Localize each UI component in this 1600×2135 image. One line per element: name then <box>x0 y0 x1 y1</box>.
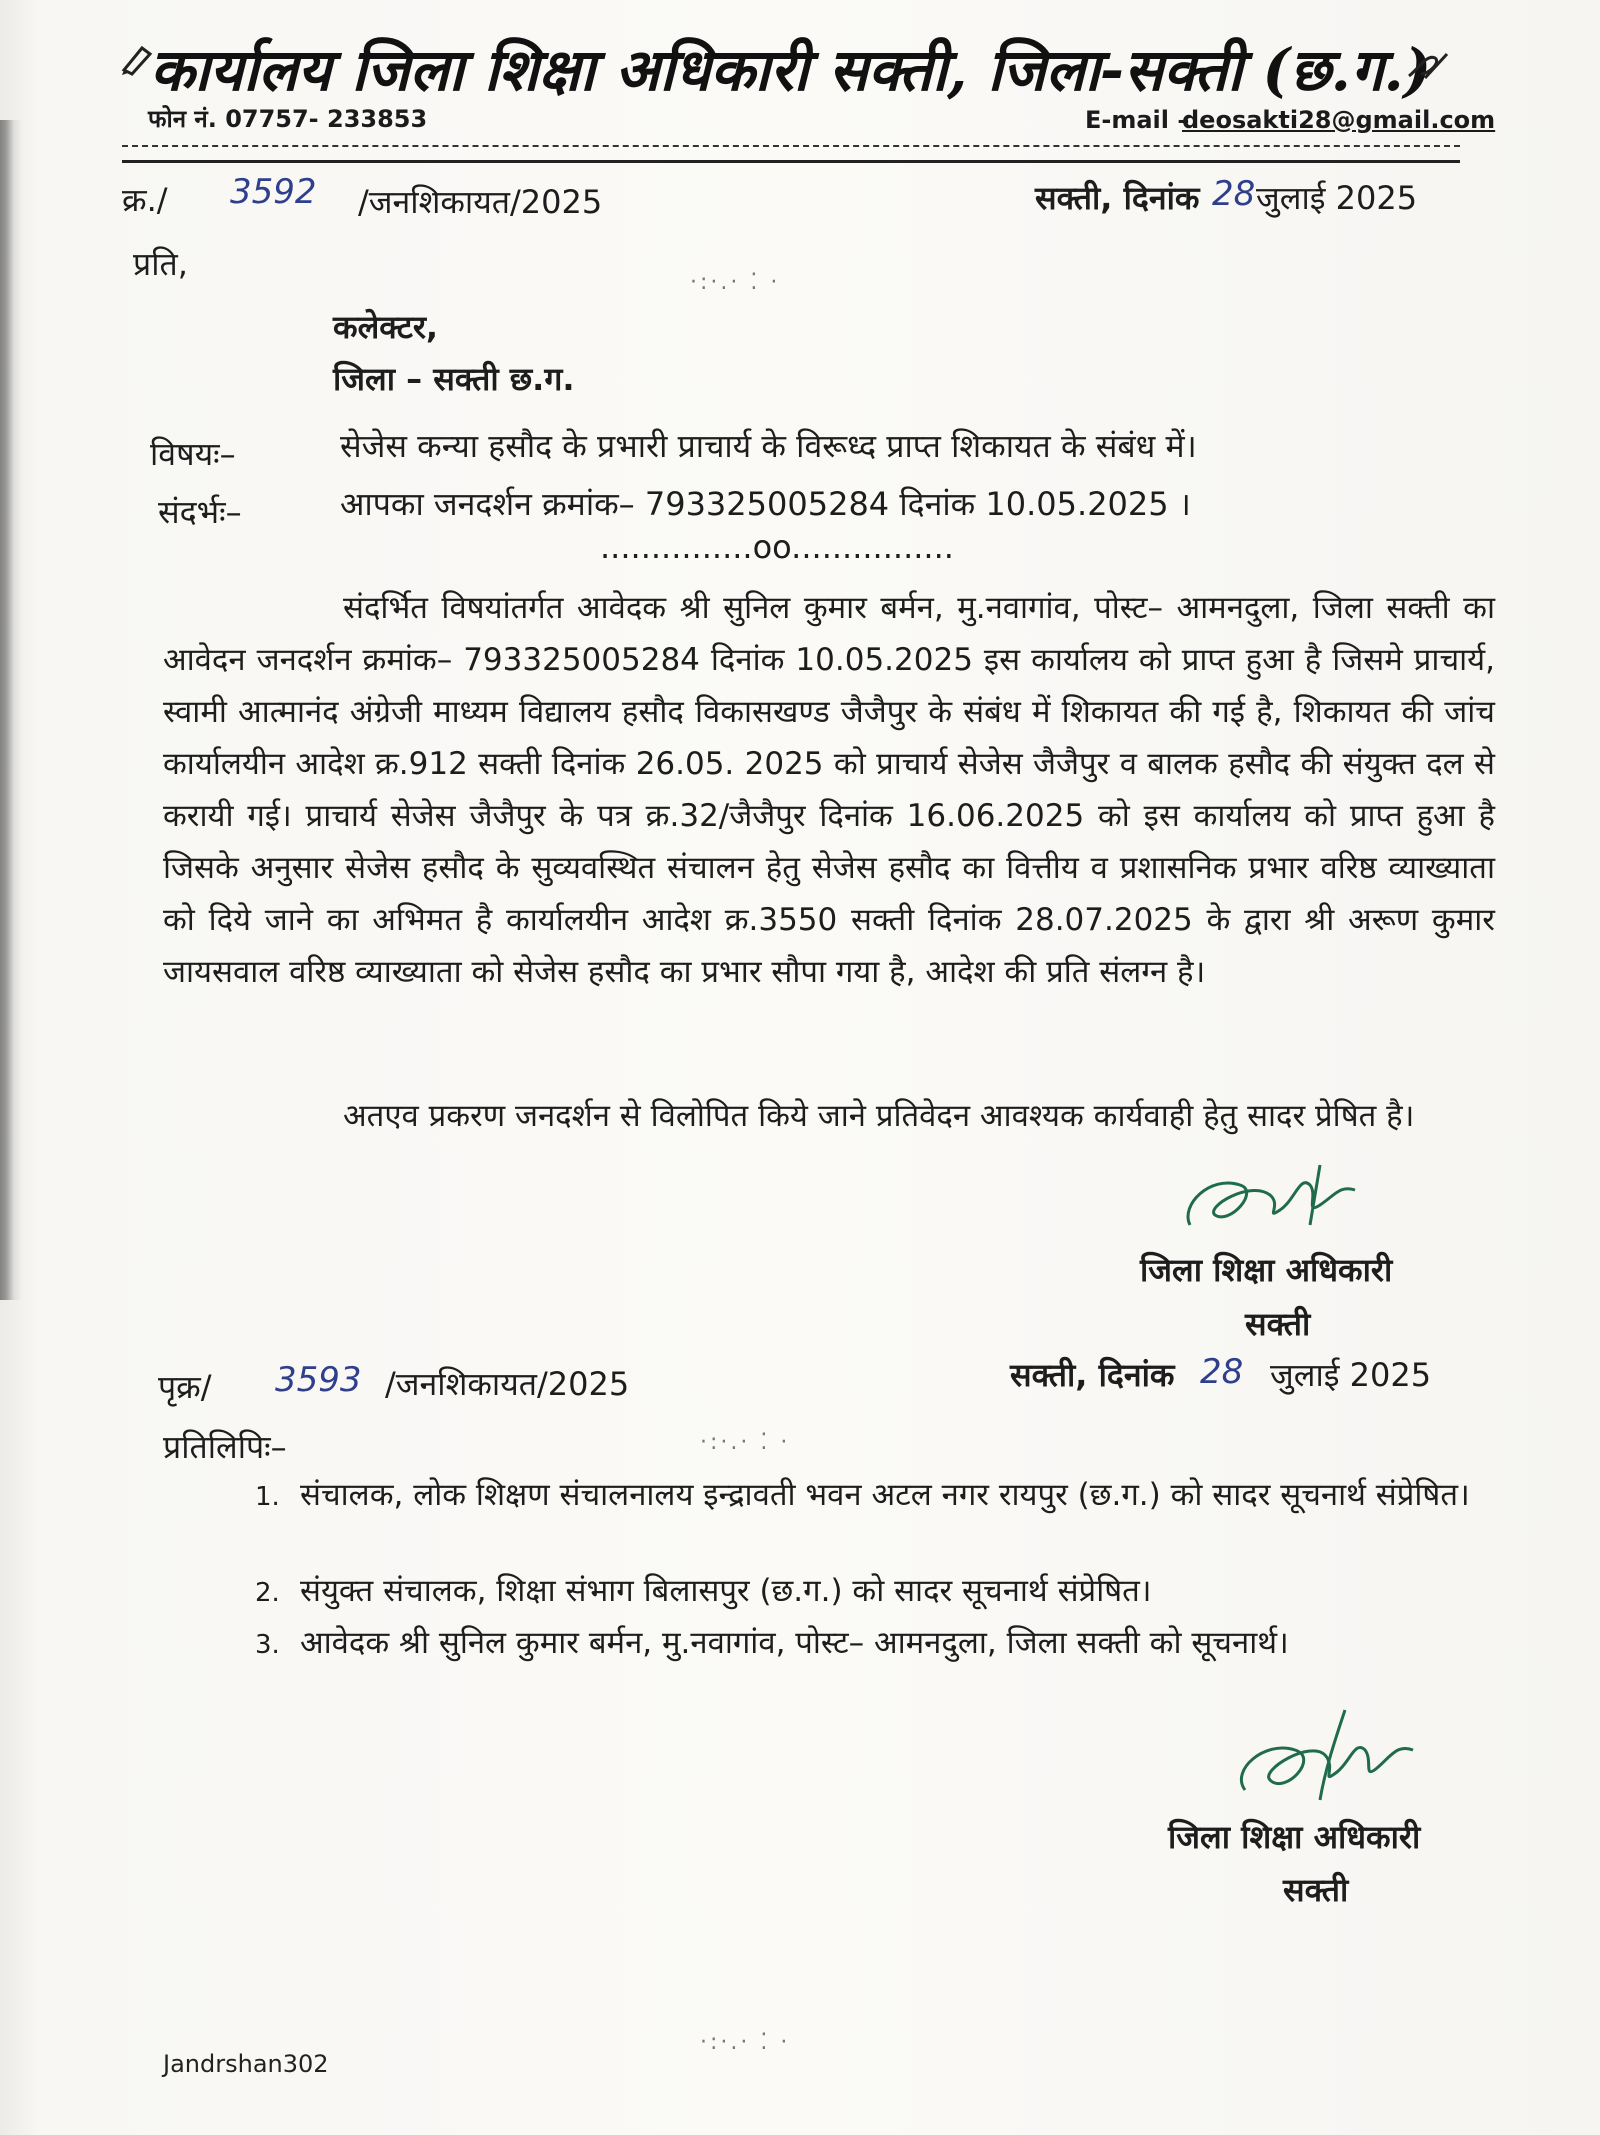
subject-text: सेजेस कन्या हसौद के प्रभारी प्राचार्य के विरूध्द प्राप्त शिकायत के संबंध में। <box>340 427 1197 465</box>
reference-label: संदर्भः– <box>158 493 242 531</box>
recipient-to: प्रति, <box>133 245 188 283</box>
header-divider-dashed <box>122 145 1460 147</box>
copy-item-2-text: संयुक्त संचालक, शिक्षा संभाग बिलासपुर (छ.ग.) को सादर सूचनार्थ संप्रेषित। <box>300 1573 1152 1609</box>
ref-place-date: सक्ती, दिनांक <box>1035 179 1200 217</box>
ref-prefix: क्र./ <box>122 181 168 219</box>
endorsement-month-year: जुलाई 2025 <box>1270 1356 1432 1394</box>
body-paragraph-1: संदर्भित विषयांतर्गत आवेदक श्री सुनिल कुमार बर्मन, मु.नवागांव, पोस्ट– आमनदुला, जिला सक्ती का आवेदन जनदर्शन क्रमांक– 793325005284 दिनांक 10.05.2025 इस कार्यालय को प्राप्त हुआ है जिसमे प्राचार्य, स्वामी आत्मानंद अंग्रेजी माध्यम विद्यालय हसौद विकासखण्ड जैजैपुर के संबंध में शिकायत की गई है, शिकायत की जांच कार्यालयीन आदेश क्र.912 सक्ती दिनांक 26.05. 2025 को प्राचार्य सेजेस जैजैपुर व बालक हसौद की संयुक्त दल से करायी गई। प्राचार्य सेजेस जैजैपुर के पत्र क्र.32/जैजैपुर दिनांक 16.06.2025 को इस कार्यालय को प्राप्त हुआ है जिसके अनुसार सेजेस हसौद के सुव्यवस्थित संचालन हेतु सेजेस हसौद का वित्तीय व प्रशासनिक प्रभार वरिष्ठ व्याख्याता को दिये जाने का अभिमत है कार्यालयीन आदेश क्र.3550 सक्ती दिनांक 28.07.2025 के द्वारा श्री अरूण कुमार जायसवाल वरिष्ठ व्याख्याता को सेजेस हसौद का प्रभार सौपा गया है, आदेश की प्रति संलग्न है। <box>163 590 1495 990</box>
copy-item-3-text: आवेदक श्री सुनिल कुमार बर्मन, मु.नवागांव, पोस्ट– आमनदुला, जिला सक्ती को सूचनार्थ। <box>300 1625 1289 1661</box>
recipient-line2: जिला – सक्ती छ.ग. <box>333 360 575 398</box>
copy-item-1-num: 1. <box>255 1482 280 1512</box>
email-label: E-mail – <box>1085 106 1190 134</box>
endorsement-number: 3593 <box>275 1360 362 1400</box>
copy-to-label: प्रतिलिपिः– <box>163 1428 287 1466</box>
signature-2-image <box>1225 1700 1425 1810</box>
section-separator: ...............oo................ <box>600 528 954 566</box>
copy-item-2-num: 2. <box>255 1578 280 1608</box>
body-paragraph-2: अतएव प्रकरण जनदर्शन से विलोपित किये जाने प्रतिवेदन आवश्यक कार्यवाही हेतु सादर प्रेषित है। <box>343 1098 1415 1134</box>
signature-2-place: सक्ती <box>1283 1871 1349 1909</box>
recipient-line1: कलेक्टर, <box>333 308 439 346</box>
ref-month-year: जुलाई 2025 <box>1256 179 1418 217</box>
copy-item-1-text: संचालक, लोक शिक्षण संचालनालय इन्द्रावती भवन अटल नगर रायपुर (छ.ग.) को सादर सूचनार्थ संप्रेषित। <box>300 1477 1470 1513</box>
letterhead-title: कार्यालय जिला शिक्षा अधिकारी सक्ती, जिला-सक्ती (छ.ग.) <box>150 36 1432 104</box>
endorsement-prefix: पृक्र/ <box>158 1368 212 1406</box>
phone-number: फोन नं. 07757- 233853 <box>148 105 428 133</box>
ref-suffix: /जनशिकायत/2025 <box>358 183 603 221</box>
ref-number: 3592 <box>230 172 317 212</box>
email-address[interactable]: deosakti28@gmail.com <box>1182 106 1496 134</box>
ref-day: 28 <box>1212 174 1256 214</box>
paper-speckle: ·:·.· ⁚ · <box>700 1430 791 1455</box>
paper-speckle: ·:·.· ⁚ · <box>700 2030 791 2055</box>
page-binding-shadow <box>0 120 22 1300</box>
signature-1-place: सक्ती <box>1245 1305 1311 1343</box>
header-divider-solid <box>122 160 1460 163</box>
footer-code: Jandrshan302 <box>163 2050 329 2078</box>
signature-1-designation: जिला शिक्षा अधिकारी <box>1140 1251 1393 1289</box>
pen-flourish-icon <box>1405 48 1451 84</box>
subject-label: विषयः– <box>150 435 236 473</box>
paper-speckle: ·:·.· ⁚ · <box>690 270 781 295</box>
endorsement-day: 28 <box>1200 1352 1244 1392</box>
endorsement-place-date: सक्ती, दिनांक <box>1010 1356 1175 1394</box>
copy-item-3-num: 3. <box>255 1630 280 1660</box>
signature-1-image <box>1170 1155 1370 1245</box>
reference-text: आपका जनदर्शन क्रमांक– 793325005284 दिनांक 10.05.2025 । <box>340 485 1191 523</box>
signature-2-designation: जिला शिक्षा अधिकारी <box>1168 1818 1421 1856</box>
endorsement-suffix: /जनशिकायत/2025 <box>385 1365 630 1403</box>
